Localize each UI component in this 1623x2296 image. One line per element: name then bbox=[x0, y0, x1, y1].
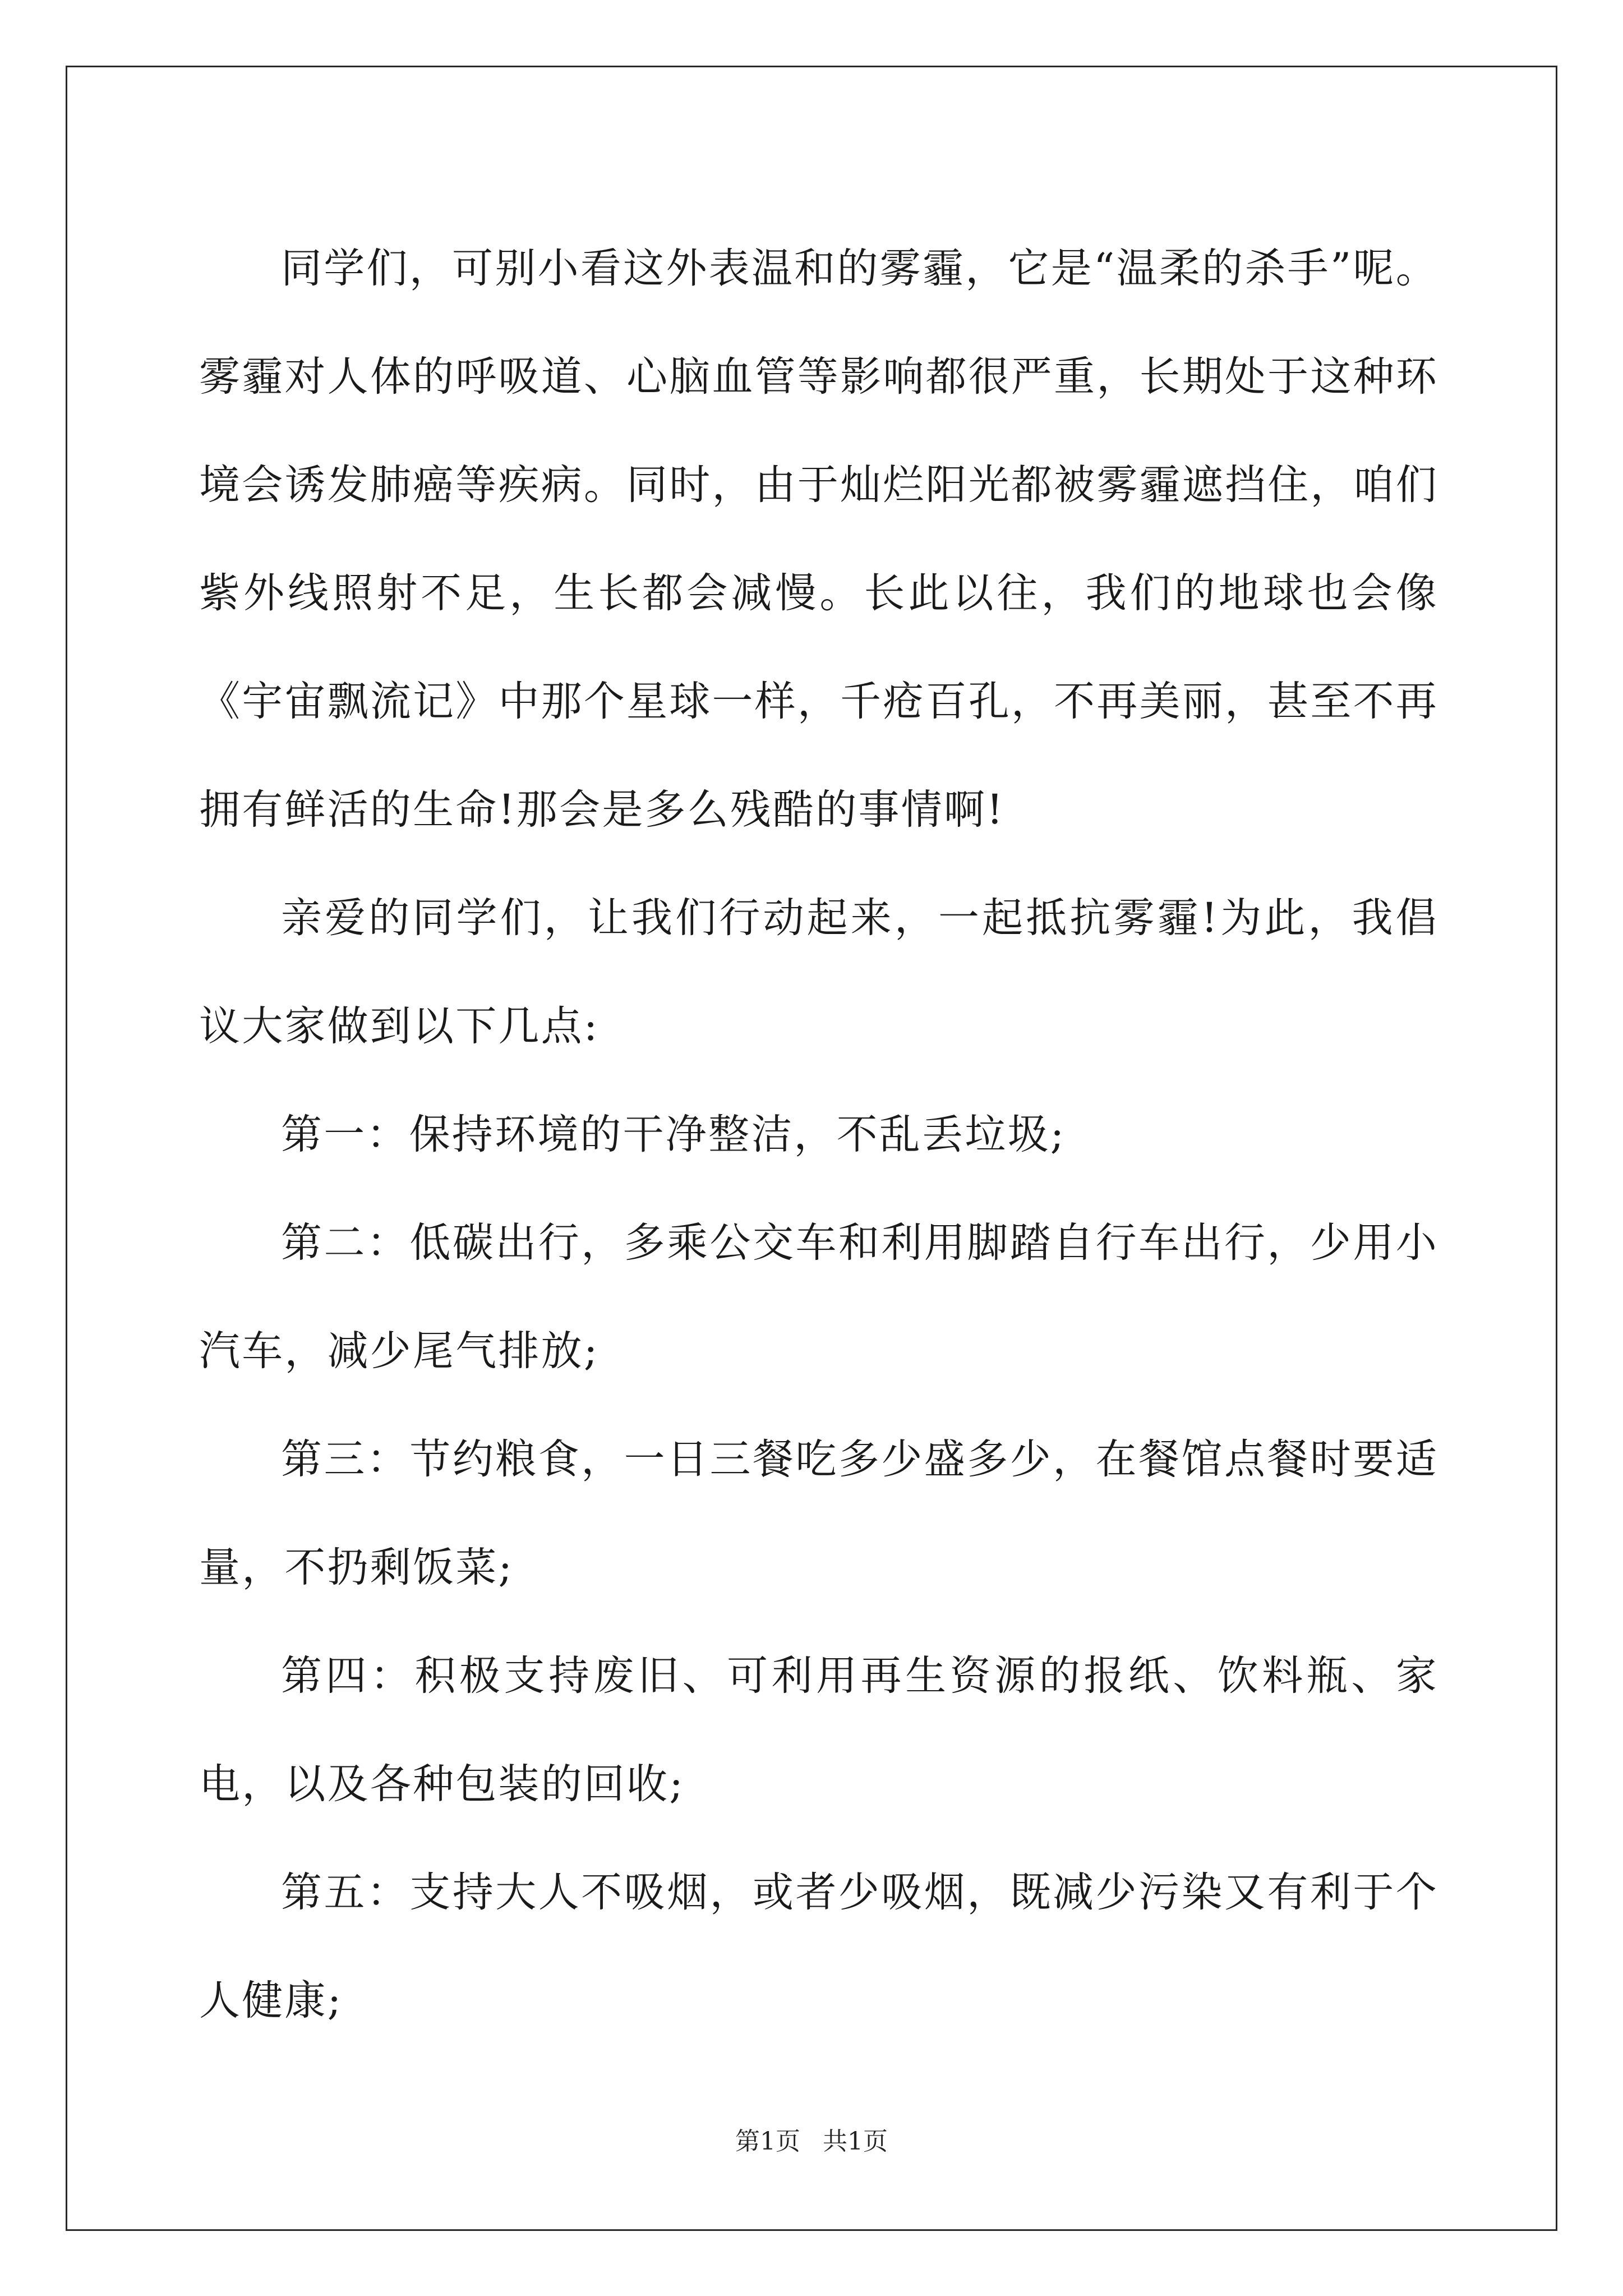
page-footer bbox=[0, 2125, 1623, 2159]
paragraph-call-to-action: 亲爱的同学们，让我们行动起来，一起抵抗雾霾!为此，我倡议大家做到以下几点: bbox=[199, 894, 1438, 1050]
paragraph-point-4: 第四：积极支持废旧、可利用再生资源的报纸、饮料瓶、家电，以及各种包装的回收; bbox=[199, 1652, 1438, 1808]
page-number-total: 共1页 bbox=[823, 2127, 888, 2156]
paragraph-point-2: 第二：低碳出行，多乘公交车和利用脚踏自行车出行，少用小汽车，减少尾气排放; bbox=[199, 1219, 1438, 1375]
paragraph-smog-harm: 同学们，可别小看这外表温和的雾霾，它是“温柔的杀手”呢。雾霾对人体的呼吸道、心脑血管等影响都很严重，长期处于这种环境会诱发肺癌等疾病。同时，由于灿烂阳光都被雾霾遮挡住，咱们紫外线照射不足，生长都会减慢。长此以往，我们的地球也会像《宇宙飘流记》中那个星球一样，千疮百孔，不再美丽，甚至不再拥有鲜活的生命!那会是多么残酷的事情啊! bbox=[199, 245, 1438, 834]
paragraph-point-3: 第三：节约粮食，一日三餐吃多少盛多少，在餐馆点餐时要适量，不扔剩饭菜; bbox=[199, 1435, 1438, 1591]
page-number-current: 第1页 bbox=[735, 2127, 800, 2156]
document-body bbox=[199, 214, 1438, 2055]
paragraph-point-5: 第五：支持大人不吸烟，或者少吸烟，既减少污染又有利于个人健康; bbox=[199, 1869, 1438, 2024]
paragraph-point-1: 第一：保持环境的干净整洁，不乱丢垃圾; bbox=[281, 1111, 1066, 1158]
